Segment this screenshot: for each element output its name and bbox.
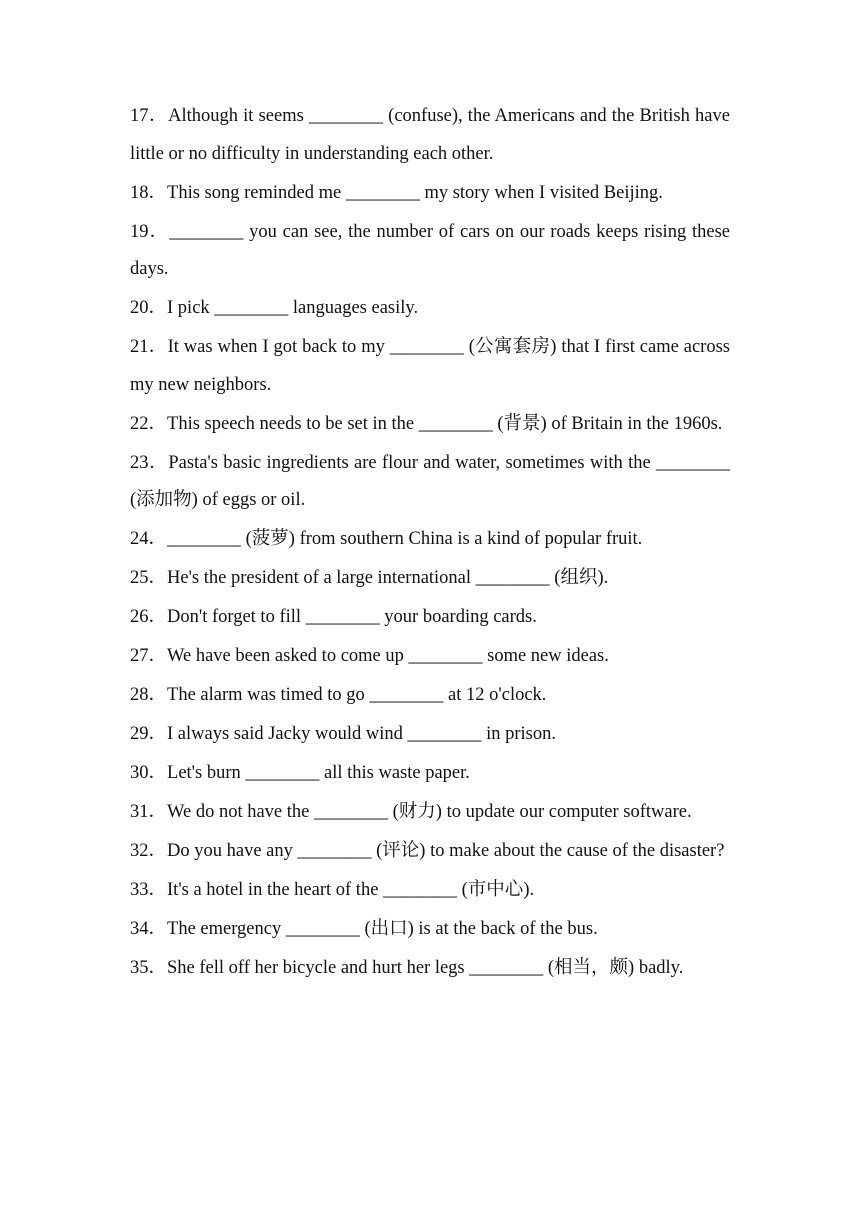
question-35 xyxy=(130,950,730,988)
question-number: 24． xyxy=(130,529,168,549)
question-25 xyxy=(130,560,730,598)
question-text: Although it seems ________ (confuse), the Americans and the British have little or no difficulty in understanding each other. xyxy=(130,106,730,164)
question-text: He's the president of a large international ________ (组织). xyxy=(167,568,609,588)
question-number: 33． xyxy=(130,880,168,900)
question-number: 26． xyxy=(130,607,168,627)
question-number: 22． xyxy=(130,413,168,434)
question-22 xyxy=(130,406,730,444)
question-text: It was when I got back to my ________ (公寓套房) that I first came across my new neighbors. xyxy=(130,337,730,395)
question-number: 32． xyxy=(130,841,168,861)
question-text: Let's burn ________ all this waste paper. xyxy=(167,763,470,783)
question-27 xyxy=(130,638,730,676)
question-21 xyxy=(130,329,730,404)
question-31 xyxy=(130,794,730,832)
question-number: 30． xyxy=(130,763,168,783)
question-18 xyxy=(130,175,730,213)
question-number: 34． xyxy=(130,919,168,939)
question-text: It's a hotel in the heart of the ________ (市中心). xyxy=(167,880,535,900)
question-text: We have been asked to come up ________ some new ideas. xyxy=(167,646,609,666)
question-text: This song reminded me ________ my story when I visited Beijing. xyxy=(167,182,663,203)
question-33 xyxy=(130,872,730,910)
question-text: Don't forget to fill ________ your boarding cards. xyxy=(167,607,537,627)
question-text: Do you have any ________ (评论) to make about the cause of the disaster? xyxy=(167,841,725,861)
question-number: 35． xyxy=(130,958,168,978)
question-text: We do not have the ________ (财力) to update our computer software. xyxy=(167,802,692,822)
question-23 xyxy=(130,445,730,520)
question-17 xyxy=(130,98,730,173)
question-30 xyxy=(130,755,730,793)
question-number: 29． xyxy=(130,724,168,744)
question-list xyxy=(130,98,730,989)
question-text: This speech needs to be set in the ________ (背景) of Britain in the 1960s. xyxy=(167,413,723,434)
question-text: The alarm was timed to go ________ at 12 o'clock. xyxy=(167,685,547,705)
question-text: ________ (菠萝) from southern China is a kind of popular fruit. xyxy=(167,529,643,549)
question-34 xyxy=(130,911,730,949)
question-26 xyxy=(130,599,730,637)
question-32 xyxy=(130,833,730,871)
question-number: 27． xyxy=(130,646,168,666)
question-24 xyxy=(130,521,730,559)
question-number: 20． xyxy=(130,298,168,318)
question-number: 31． xyxy=(130,802,168,822)
question-text: She fell off her bicycle and hurt her legs ________ (相当，颇) badly. xyxy=(167,958,684,978)
question-19 xyxy=(130,214,730,289)
question-number: 21． xyxy=(130,337,168,357)
question-number: 28． xyxy=(130,685,168,705)
question-number: 25． xyxy=(130,568,168,588)
question-28 xyxy=(130,677,730,715)
question-text: ________ you can see, the number of cars on our roads keeps rising these days. xyxy=(130,221,730,279)
question-text: Pasta's basic ingredients are flour and water, sometimes with the ________ (添加物) of eggs or oil. xyxy=(130,452,730,510)
question-number: 19． xyxy=(130,221,170,242)
question-text: I pick ________ languages easily. xyxy=(167,298,419,318)
question-number: 17． xyxy=(130,106,169,126)
question-number: 18． xyxy=(130,182,168,203)
question-29 xyxy=(130,716,730,754)
question-text: The emergency ________ (出口) is at the back of the bus. xyxy=(167,919,598,939)
question-text: I always said Jacky would wind ________ in prison. xyxy=(167,724,556,744)
question-number: 23． xyxy=(130,452,169,473)
question-20 xyxy=(130,290,730,328)
